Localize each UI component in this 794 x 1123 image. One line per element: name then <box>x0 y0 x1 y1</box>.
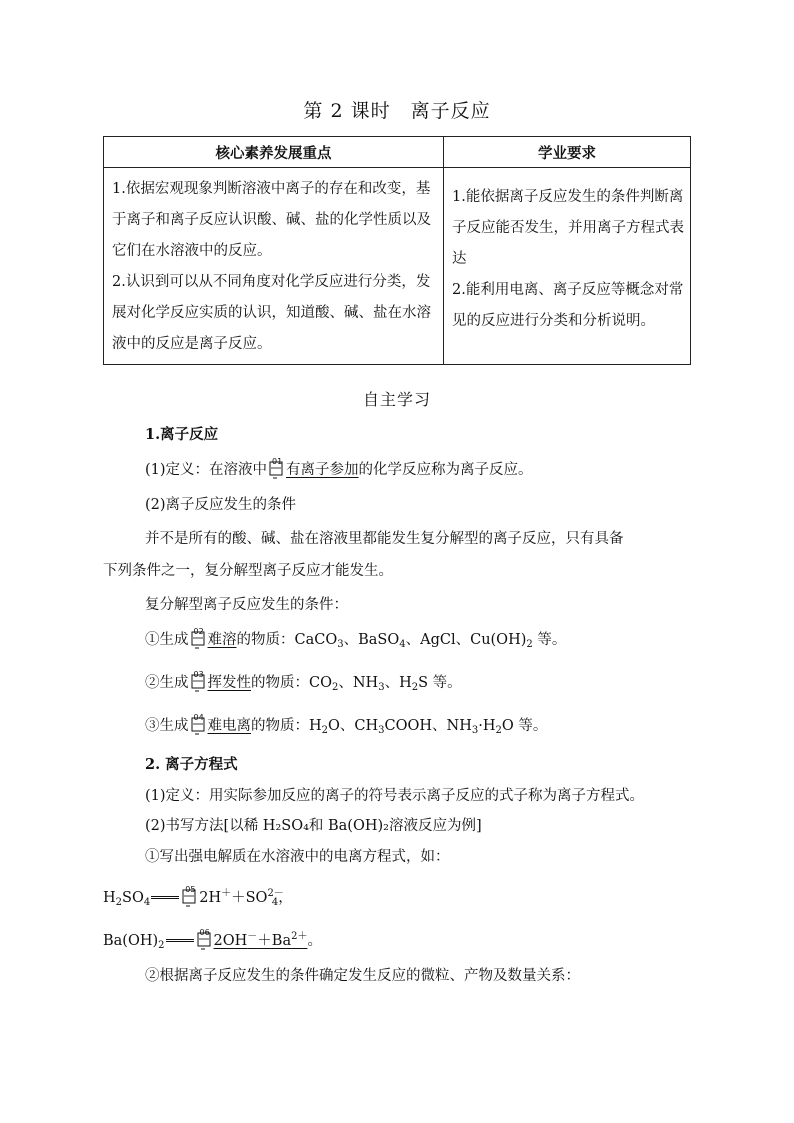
answer-marker-icon <box>191 627 207 647</box>
c1-answer: 难溶 <box>207 632 237 648</box>
c2-prefix: ②生成 <box>145 675 189 691</box>
s1-conditions-heading: (2)离子反应发生的条件 <box>145 497 297 513</box>
s2-heading: 2. 离子方程式 <box>145 756 238 773</box>
eq1-right: $2H^++SO^{2-}_4$， <box>199 888 293 908</box>
goals-header-requirements: 学业要求 <box>444 137 691 168</box>
answer-marker-icon <box>191 713 207 733</box>
eq2-end: 。 <box>307 933 322 949</box>
marker-number: 03 <box>193 670 204 679</box>
s1-def-suffix: 的化学反应称为离子反应。 <box>358 462 533 478</box>
marker-number: 05 <box>185 885 196 894</box>
goals-requirements-cell <box>444 168 691 365</box>
goals-table <box>103 136 691 365</box>
c2-answer: 挥发性 <box>207 675 251 691</box>
c3-answer: 难电离 <box>207 718 251 734</box>
s2-step-1: ①写出强电解质在水溶液中的电离方程式，如： <box>145 849 450 865</box>
goals-core-point-2: 2.认识到可以从不同角度对化学反应进行分类，发展对化学反应实质的认识，知道酸、碱、盐在水溶液中的反应是离子反应。 <box>112 274 431 352</box>
marker-number: 06 <box>199 928 210 937</box>
c1-prefix: ①生成 <box>145 632 189 648</box>
answer-marker-icon <box>191 670 207 690</box>
c3-examples: $H_2O$、$CH_3COOH$、$NH_3\cdot H_2O$ 等。 <box>309 718 548 736</box>
goals-req-point-1: 1.能依据离子反应发生的条件判断离子反应能否发生，并用离子方程式表达 <box>452 189 684 267</box>
s1-def-prefix: (1)定义：在溶液中 <box>145 462 268 478</box>
answer-marker-icon <box>269 457 285 477</box>
s1-def-answer: 有离子参加 <box>286 462 359 478</box>
equals-sign <box>151 896 179 899</box>
s2-definition: (1)定义：用实际参加反应的离子的符号表示离子反应的式子称为离子方程式。 <box>145 788 645 804</box>
s1-paragraph-line-1: 并不是所有的酸、碱、盐在溶液里都能发生复分解型的离子反应，只有具备 <box>145 531 624 547</box>
goals-core-point-1: 1.依据宏观现象判断溶液中离子的存在和改变，基于离子和离子反应认识酸、碱、盐的化学性质以及它们在水溶液中的反应。 <box>112 181 431 259</box>
marker-number: 02 <box>193 627 204 636</box>
condition-2 <box>145 670 462 698</box>
condition-3 <box>145 713 548 741</box>
c3-prefix: ③生成 <box>145 718 189 734</box>
s1-definition <box>145 457 533 480</box>
eq2-left: $Ba(OH)_2$ <box>103 933 165 951</box>
c2-mid: 的物质： <box>251 675 309 691</box>
s1-heading: 1.离子反应 <box>145 426 219 443</box>
s2-method: (2)书写方法[以稀 H₂SO₄和 Ba(OH)₂溶液反应为例] <box>145 818 482 834</box>
equation-2 <box>103 927 322 956</box>
page-title: 第 2 课时 离子反应 <box>303 100 491 122</box>
answer-marker-icon <box>182 885 198 905</box>
answer-marker-icon <box>197 928 213 948</box>
marker-number: 04 <box>193 713 204 722</box>
equation-1 <box>103 884 293 913</box>
c1-examples: CaCO$_3$、BaSO$_4$、AgCl、$Cu(OH)_2$ 等。 <box>294 632 567 650</box>
c3-mid: 的物质： <box>251 718 309 734</box>
goals-req-point-2: 2.能利用电离、离子反应等概念对常见的反应进行分类和分析说明。 <box>452 282 684 329</box>
s2-step-2: ②根据离子反应发生的条件确定发生反应的微粒、产物及数量关系： <box>145 968 580 984</box>
equals-sign <box>166 939 194 942</box>
marker-number: 01 <box>272 457 283 466</box>
eq1-left: $H_2SO_4$ <box>103 890 151 908</box>
section-heading: 自主学习 <box>362 390 431 409</box>
goals-header-core: 核心素养发展重点 <box>104 137 444 168</box>
s1-paragraph-line-2: 下列条件之一，复分解型离子反应才能发生。 <box>103 563 393 579</box>
condition-1 <box>145 627 567 655</box>
eq2-right: $2OH^-+Ba^{2+}$ <box>213 931 308 949</box>
goals-core-cell <box>104 168 444 365</box>
s1-conditions-intro: 复分解型离子反应发生的条件： <box>145 597 348 613</box>
c1-mid: 的物质： <box>236 632 295 648</box>
c2-examples: $CO_2$、$NH_3$、$H_2S$ 等。 <box>309 675 462 693</box>
